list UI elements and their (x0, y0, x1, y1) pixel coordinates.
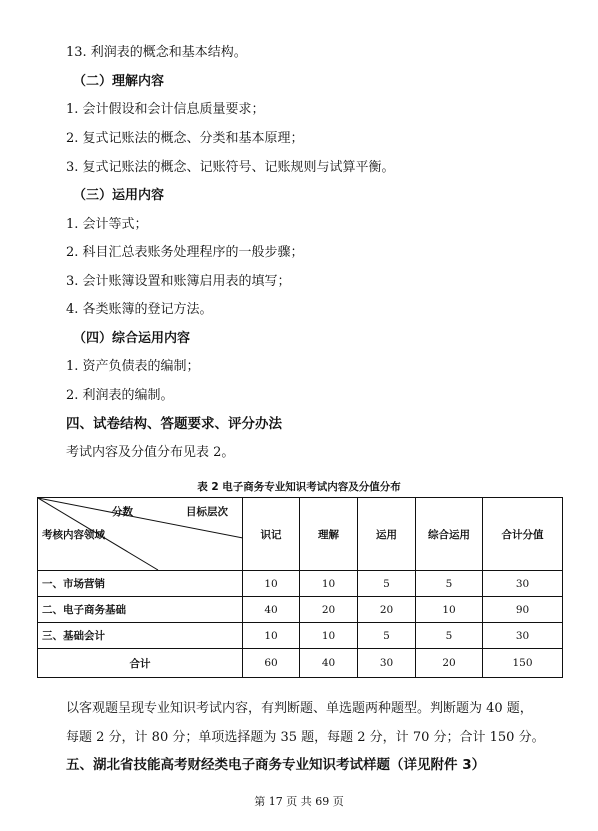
section-3-item-4: 4. 各类账簿的登记方法。 (66, 302, 213, 317)
table-cell: 10 (300, 571, 358, 597)
diag-score-label: 分数 (112, 506, 133, 518)
col-header-total: 合计分值 (483, 498, 563, 571)
table-cell: 90 (483, 597, 563, 623)
col-header-understand: 理解 (300, 498, 358, 571)
table-cell: 5 (416, 571, 483, 597)
row-label: 二、电子商务基础 (38, 597, 243, 623)
section-3-item-2: 2. 科目汇总表账务处理程序的一般步骤； (66, 245, 304, 260)
table-cell: 10 (416, 597, 483, 623)
col-header-recall: 识记 (243, 498, 300, 571)
section-3-item-1: 1. 会计等式； (66, 217, 148, 232)
table-total-row (38, 649, 563, 678)
chapter-5-heading: 五、湖北省技能高考财经类电子商务专业知识考试样题（详见附件 3） (66, 757, 486, 773)
diag-area-label: 考核内容领域 (42, 529, 105, 541)
diagonal-header-cell (38, 498, 243, 571)
table-cell: 20 (358, 597, 416, 623)
diag-level-label: 目标层次 (186, 506, 228, 518)
section-3-item-3: 3. 会计账簿设置和账簿启用表的填写； (66, 274, 291, 289)
table-row (38, 623, 563, 649)
section-2-heading: （二）理解内容 (73, 74, 165, 89)
table-row (38, 571, 563, 597)
row-label: 三、基础会计 (38, 623, 243, 649)
table-cell: 5 (358, 623, 416, 649)
table-cell: 10 (300, 623, 358, 649)
col-header-synthesis: 综合运用 (416, 498, 483, 571)
table-cell: 10 (243, 623, 300, 649)
section-2-item-3: 3. 复式记账法的概念、记账符号、记账规则与试算平衡。 (66, 160, 395, 175)
row-label: 一、市场营销 (38, 571, 243, 597)
paragraph-line-2: 每题 2 分，计 80 分；单项选择题为 35 题，每题 2 分，计 70 分；合计 150 分。 (66, 730, 545, 745)
table-cell: 5 (416, 623, 483, 649)
score-distribution-table (37, 497, 563, 678)
chapter-4-heading: 四、试卷结构、答题要求、评分办法 (66, 416, 282, 432)
table-caption: 表 2 电子商务专业知识考试内容及分值分布 (197, 481, 401, 493)
section-2-item-1: 1. 会计假设和会计信息质量要求； (66, 102, 265, 117)
table-cell: 150 (483, 649, 563, 678)
table-cell: 10 (243, 571, 300, 597)
table-cell: 20 (300, 597, 358, 623)
table-header-row (38, 498, 563, 571)
section-3-heading: （三）运用内容 (73, 188, 165, 203)
table-cell: 30 (483, 571, 563, 597)
section-4-item-1: 1. 资产负债表的编制； (66, 359, 200, 374)
line-13: 13. 利润表的概念和基本结构。 (66, 45, 247, 60)
section-2-item-2: 2. 复式记账法的概念、分类和基本原理； (66, 131, 304, 146)
table-cell: 60 (243, 649, 300, 678)
table-cell: 30 (358, 649, 416, 678)
table-cell: 40 (243, 597, 300, 623)
table-cell: 40 (300, 649, 358, 678)
table-row (38, 597, 563, 623)
table-cell: 30 (483, 623, 563, 649)
paragraph-line-1: 以客观题呈现专业知识考试内容，有判断题、单选题两种题型。判断题为 40 题， (66, 701, 533, 716)
section-4-heading: （四）综合运用内容 (73, 331, 191, 346)
col-header-apply: 运用 (358, 498, 416, 571)
page-footer: 第 17 页 共 69 页 (254, 795, 344, 808)
intro-text: 考试内容及分值分布见表 2。 (66, 445, 235, 460)
table-cell: 5 (358, 571, 416, 597)
section-4-item-2: 2. 利润表的编制。 (66, 388, 174, 403)
total-label: 合计 (38, 649, 243, 678)
table-cell: 20 (416, 649, 483, 678)
